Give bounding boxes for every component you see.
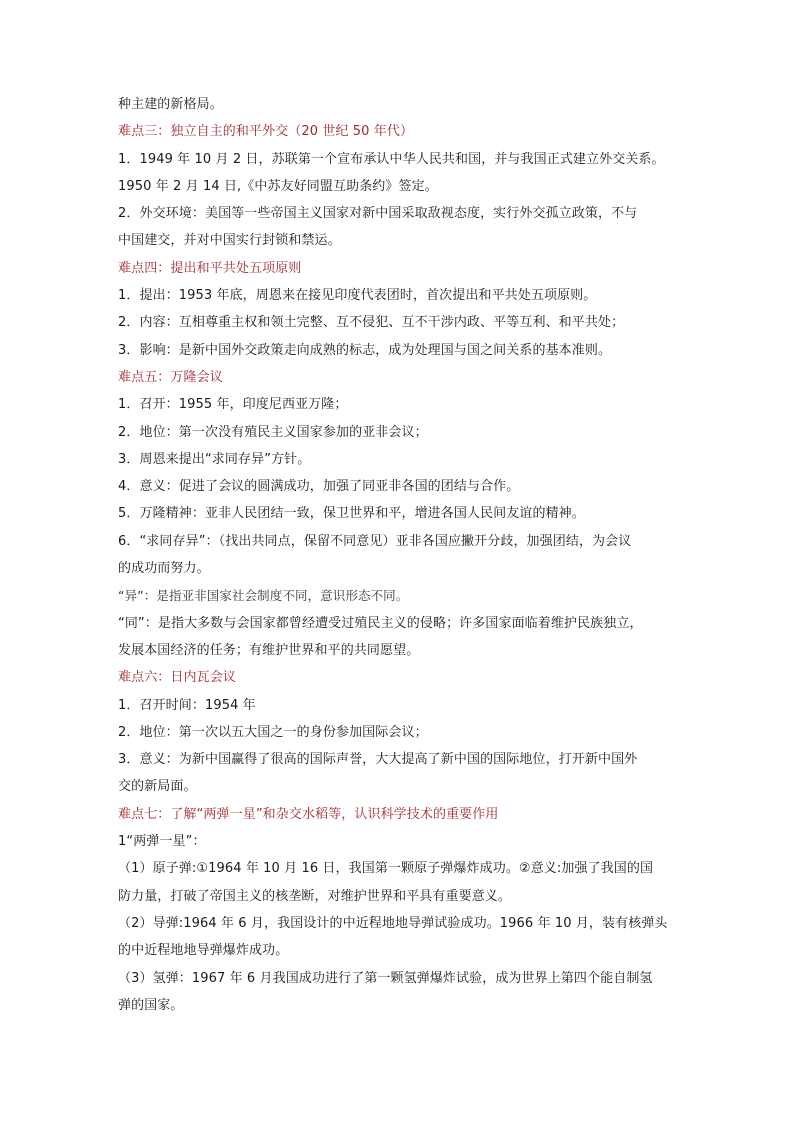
text-line: 交的新局面。 — [118, 779, 197, 795]
text-line: 4．意义：促进了会议的圆满成功，加强了同亚非各国的团结与合作。 — [118, 479, 520, 495]
text-line: 2．地位：第一次没有殖民主义国家参加的亚非会议； — [118, 424, 428, 440]
text-line: 3．意义：为新中国赢得了很高的国际声誉，大大提高了新中国的国际地位，打开新中国外 — [118, 752, 638, 768]
text-line: 1．提出：1953 年底，周恩来在接见印度代表团时，首次提出和平共处五项原则。 — [118, 288, 597, 304]
text-line: 的成功而努力。 — [118, 561, 210, 577]
text-line: 种主建的新格局。 — [118, 97, 223, 112]
section-heading: 难点五：万隆会议 — [118, 369, 223, 385]
text-line: （3）氢弹：1967 年 6 月我国成功进行了第一颗氢弹爆炸试验，成为世界上第四个能自制氢 — [118, 970, 653, 986]
text-line: 3．周恩来提出“求同存异”方针。 — [118, 451, 311, 467]
text-line: 1．1949 年 10 月 2 日，苏联第一个宣布承认中华人民共和国，并与我国正式建立外交关系。 — [118, 151, 665, 167]
text-line: 1．召开时间：1954 年 — [118, 697, 256, 713]
text-line: 2．外交环境：美国等一些帝国主义国家对新中国采取敌视态度，实行外交孤立政策，不与 — [118, 206, 638, 222]
text-line: 发展本国经济的任务；有维护世界和平的共同愿望。 — [118, 642, 420, 658]
section-heading: 难点三：独立自主的和平外交（20 世纪 50 年代） — [118, 124, 414, 140]
text-line: 1“两弹一星”： — [118, 834, 206, 850]
section-heading: 难点七：了解“两弹一星”和杂交水稻等，认识科学技术的重要作用 — [118, 806, 499, 822]
text-line: “同”：是指大多数与会国家都曾经遭受过殖民主义的侵略；许多国家面临着维护民族独立， — [118, 615, 643, 631]
text-line: （2）导弹:1964 年 6 月，我国设计的中近程地地导弹试验成功。1966 年 10 月，装有核弹头 — [118, 915, 668, 931]
text-line: 5．万隆精神：亚非人民团结一致，保卫世界和平，增进各国人民间友谊的精神。 — [118, 506, 585, 522]
section-heading: 难点四：提出和平共处五项原则 — [118, 260, 302, 276]
text-line: 1．召开：1955 年，印度尼西亚万隆； — [118, 397, 348, 413]
text-line: 2．内容：互相尊重主权和领土完整、互不侵犯、互不干涉内政、平等互利、和平共处； — [118, 315, 625, 331]
note-line: “异”：是指亚非国家社会制度不同，意识形态不同。 — [118, 588, 409, 604]
text-line: 3．影响：是新中国外交政策走向成熟的标志，成为处理国与国之间关系的基本准则。 — [118, 342, 612, 358]
text-line: 弹的国家。 — [118, 997, 184, 1013]
text-line: （1）原子弹:①1964 年 10 月 16 日，我国第一颗原子弹爆炸成功。②意义:加强了我国的国 — [118, 861, 654, 877]
text-line: 6．“求同存异”：（找出共同点，保留不同意见）亚非各国应撇开分歧，加强团结，为会议 — [118, 533, 632, 549]
text-line: 中国建交，并对中国实行封锁和禁运。 — [118, 233, 341, 249]
text-line: 防力量，打破了帝国主义的核垄断，对维护世界和平具有重要意义。 — [118, 888, 512, 904]
text-line: 2．地位：第一次以五大国之一的身份参加国际会议； — [118, 724, 428, 740]
text-line: 的中近程地地导弹爆炸成功。 — [118, 943, 289, 959]
document-page — [118, 91, 678, 1019]
text-line: 1950 年 2 月 14 日,《中苏友好同盟互助条约》签定。 — [118, 178, 438, 194]
section-heading: 难点六：日内瓦会议 — [118, 670, 236, 686]
